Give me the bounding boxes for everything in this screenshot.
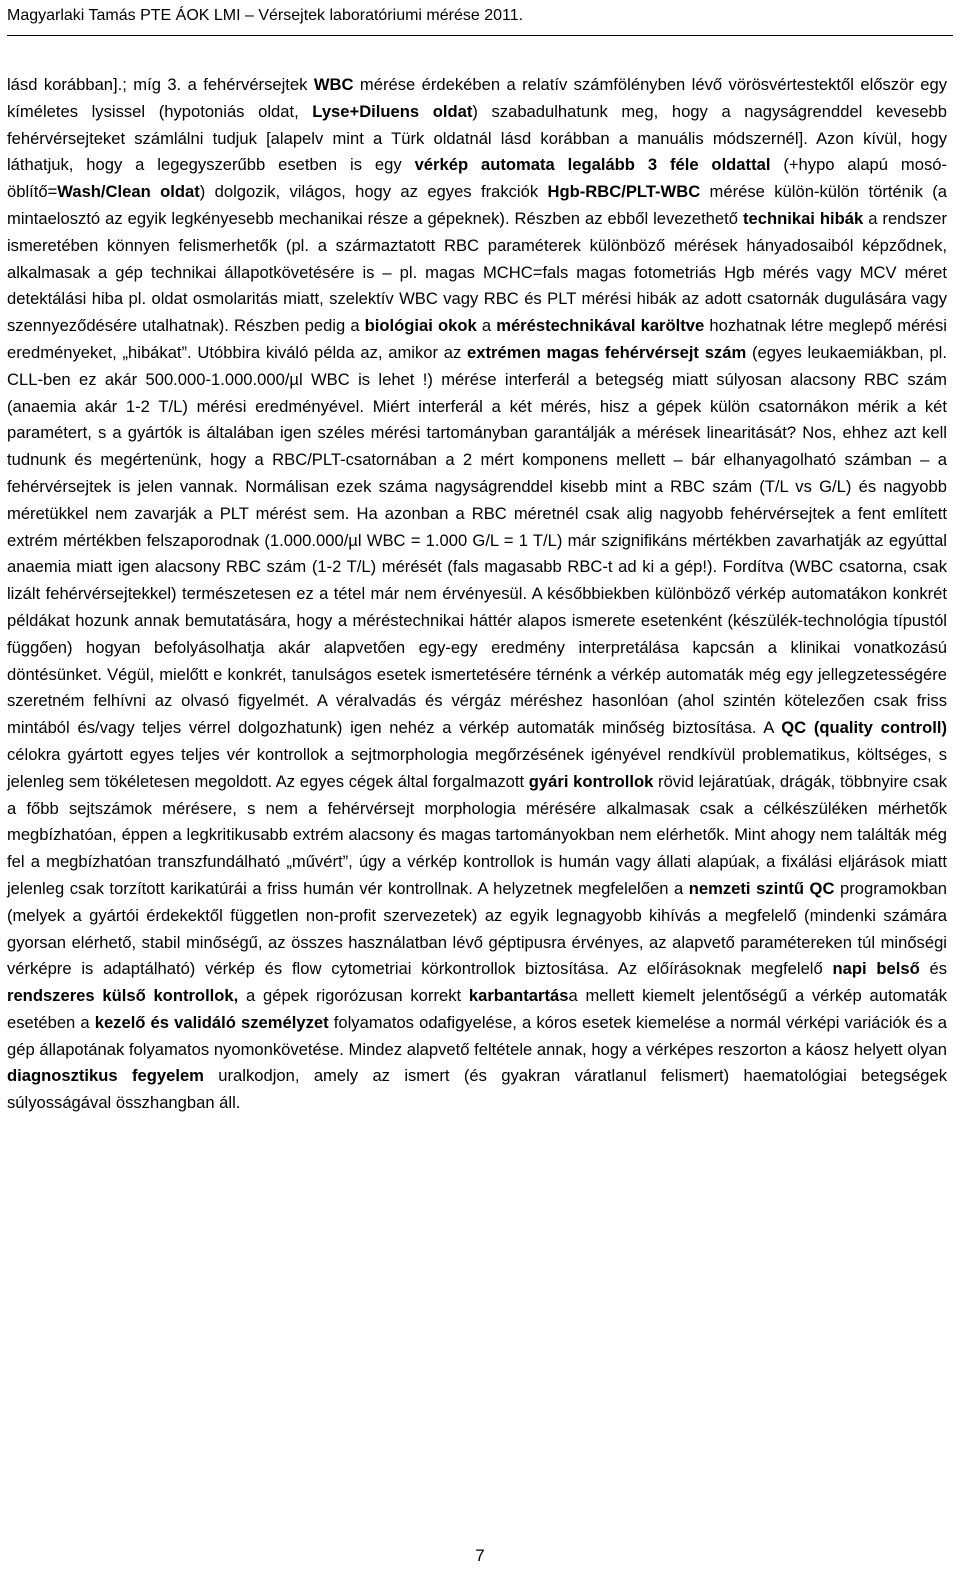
text-run: mérése érdekében a relatív számfölényben lévő vörösvértestektől először egy kíméletes lysissel (hypotoniás oldat, xyxy=(7,75,947,121)
text-run: uralkodjon, amely az ismert (és gyakran váratlanul felismert) haematológiai betegségek súlyosságával összhangban áll. xyxy=(7,1066,947,1113)
bold-text-run: méréstechnikával karöltve xyxy=(496,316,705,336)
bold-text-run: rendszeres külső kontrollok, xyxy=(7,986,239,1006)
bold-text-run: WBC xyxy=(313,75,354,94)
text-run: a gépek rigorózusan korrekt xyxy=(238,986,469,1006)
text-run: lásd korábban].; míg 3. a fehérvérsejtek xyxy=(7,75,314,94)
text-run: (egyes leukaemiákban, pl. CLL-ben ez akár 500.000-1.000.000/µl WBC is lehet !) mérése interferál a betegség miatt súlyosan alacsony RBC szám (anaemia akár 1-2 T/L) mérési eredményével. Miért interferál a két mérés, hisz a gépek külön csatornákon mérik a két paramétert, s a gyártók is általában igen széles mérési tartományban garantálják a mérések linearitását? Nos, ehhez azt kell tudnunk és megértenünk, hogy a RBC/PLT-csatornában a 2 mért komponens mellett – bár elhanyagolható számban – a fehérvérsejtek is jelen vannak. Normálisan ezek száma nagyságrenddel kisebb mint a RBC szám (T/L vs G/L) és nagyobb méretükkel nem zavarják a PLT mérést sem. Ha azonban a RBC méretnél csak alig nagyobb fehérvérsejtek a fent említett extrém mértékben felszaporodnak (1.000.000/µl WBC = 1.000 G/L = 1 T/L) már szignifikáns mértékben zavarhatják az egyúttal anaemia miatt igen alacsony RBC szám (1-2 T/L) mérését (fals magasabb RBC-t ad ki a gép!). Fordítva (WBC csatorna, csak lizált fehérvérsejtekkel) természetesen ez a tétel már nem érvényesül. A későbbiekben különböző vérkép automatákon konkrét példákat hozunk annak bemutatására, hogy a méréstechnikai háttér alapos ismerete esetenként (készülék-technológia típustól függően) hogyan befolyásolhatja akár alapvetően egy-egy eredmény interpretálása kapcsán a klinikai vonatkozású döntésünket. Végül, mielőtt e konkrét, tanulságos esetek ismertetésére térnénk a vérkép automaták még egy jellegzetességére szeretném felhívni az olvasó figyelmét. A véralvadás és vérgáz méréshez hasonlóan (ahol szintén kötelezően csak friss mintából és/vagy teljes vérrel dolgozhatunk) igen nehéz a vérkép automaták minőség biztosítása. A xyxy=(7,342,947,738)
bold-text-run: napi belső xyxy=(832,959,920,979)
bold-text-run: technikai hibák xyxy=(742,208,864,228)
text-run: célokra gyártott egyes teljes vér kontrollok a sejtmorphologia megőrzésének igényével rendkívül problematikus, költséges, s jelenleg sem tökéletesen megoldott. Az egyes cégek által forgalmazott xyxy=(7,744,947,791)
text-run: mérése külön-külön történik (a mintaelosztó az egyik legkényesebb mechanikai része a gépeknek). Részben az ebből levezethető xyxy=(7,182,948,228)
text-run: és xyxy=(919,959,948,979)
body-paragraph xyxy=(7,72,947,1117)
bold-text-run: karbantartás xyxy=(468,986,569,1006)
bold-text-run: vérkép automata legalább 3 féle oldattal xyxy=(414,155,771,175)
text-run: rövid lejáratúak, drágák, többnyire csak a főbb sejtszámok mérésere, s nem a fehérvérsejt morphologia mérésére alkalmasak csak a célkészüléken mérhetők megbízhatóan, éppen a legkritikusabb extrém alacsony és magas tartományokban nem elérhetők. Mint ahogy nem találták még fel a megbízhatóan transzfundálható „művért”, úgy a vérkép kontrollok is humán vagy állati alapúak, a fixálási eljárások miatt jelenleg csak torzított karikatúrái a friss humán vér kontrollnak. A helyzetnek megfelelően a xyxy=(7,771,948,898)
header-divider xyxy=(7,35,953,36)
bold-text-run: gyári kontrollok xyxy=(528,771,654,791)
text-run: a rendszer ismeretében könnyen felismerhetők (pl. a származtatott RBC paraméterek különböző mérések hányadosaiból képződnek, alkalmasak a gép technikai állapotkövetésére is – pl. magas MCHC=fals magas fotometriás Hgb mérés vagy MCV méret detektálási hiba pl. oldat osmolaritás miatt, szelektív WBC vagy RBC és PLT mérési hibák az adott csatornák dugulására vagy szennyeződésére utalhatnak). Részben pedig a xyxy=(7,208,947,336)
text-run: ) dolgozik, világos, hogy az egyes frakciók xyxy=(199,182,548,202)
text-run: programokban (melyek a gyártói érdekektől független non-profit szervezetek) az egyik legnagyobb kihívás a megfelelő (mindenki számára gyorsan elérhető, stabil minőségű, az összes használatban lévő géptipusra érvényes, az alapvető paramétereken túl minőségi vérképre is adaptálható) vérkép és flow cytometriai körkontrollok biztosítása. Az előírásoknak megfelelő xyxy=(7,878,947,979)
running-header: Magyarlaki Tamás PTE ÁOK LMI – Vérsejtek laboratóriumi mérése 2011. xyxy=(7,7,524,24)
bold-text-run: Lyse+Diluens oldat xyxy=(312,101,473,121)
page-number: 7 xyxy=(475,1546,485,1565)
text-run: folyamatos odafigyelése, a kóros esetek kiemelése a normál vérképi variációk és a gép állapotának folyamatos nyomonkövetése. Mindez alapvető feltétele annak, hogy a vérképes reszorton a káosz helyett olyan xyxy=(7,1012,947,1059)
bold-text-run: biológiai okok xyxy=(364,316,477,336)
bold-text-run: Hgb-RBC/PLT-WBC xyxy=(547,182,701,202)
bold-text-run: diagnosztikus fegyelem xyxy=(7,1066,204,1086)
text-run: hozhatnak létre meglepő mérési eredményeket, „hibákat”. Utóbbira kiváló példa az, amikor az xyxy=(7,316,947,362)
bold-text-run: QC (quality controll) xyxy=(781,718,947,738)
text-run: ) szabadulhatunk meg, hogy a nagyságrenddel kevesebb fehérvérsejteket számlálni tudjuk [alapelv mint a Türk oldatnál lásd korábban a manuális módszernél]. Azon kívül, hogy láthatjuk, hogy a legegyszerűbb esetben is egy xyxy=(7,101,948,175)
text-run: a mellett kiemelt jelentőségű a vérkép automaták esetében a xyxy=(7,986,947,1032)
text-run: a xyxy=(476,316,497,336)
bold-text-run: extrémen magas fehérvérsejt szám xyxy=(467,342,747,362)
bold-text-run: nemzeti szintű QC xyxy=(688,878,835,898)
text-run: (+hypo alapú mosó-öblítő= xyxy=(7,155,948,202)
bold-text-run: kezelő és validáló személyzet xyxy=(94,1012,329,1032)
bold-text-run: Wash/Clean oldat xyxy=(57,182,200,202)
